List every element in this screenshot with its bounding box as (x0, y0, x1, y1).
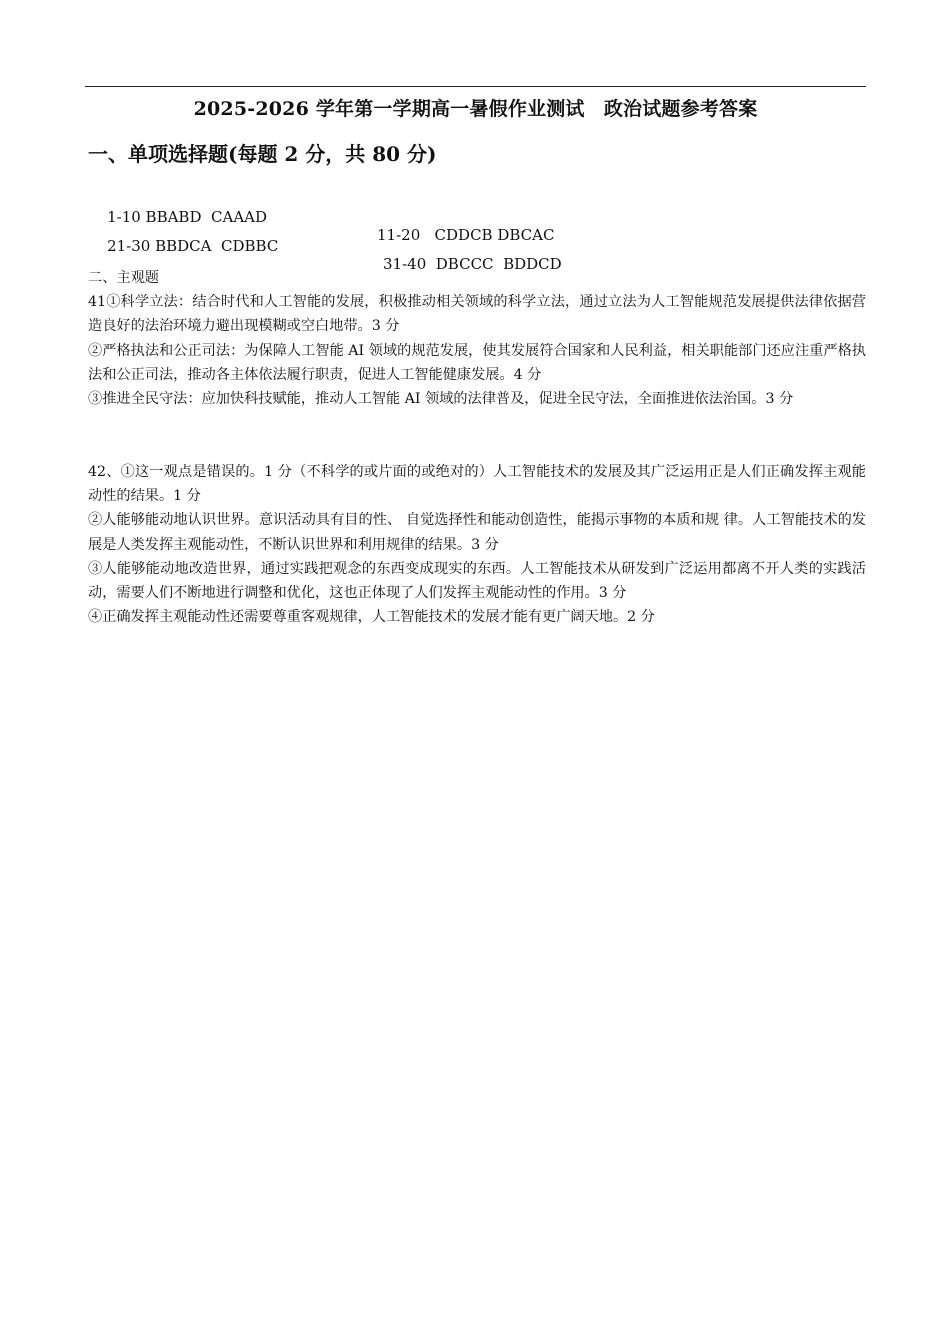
q41-point-3: ③推进全民守法：应加快科技赋能，推动人工智能 AI 领域的法律普及，促进全民守法，全面推进依法治国。3 分 (88, 391, 794, 408)
q42-answer (88, 460, 866, 629)
section-two-heading: 二、主观题 (88, 270, 159, 286)
q42-point-4: ④正确发挥主观能动性还需要尊重客观规律，人工智能技术的发展才能有更广阔天地。2 分 (88, 609, 655, 626)
q42-point-1: 42、①这一观点是错误的。1 分（不科学的或片面的或绝对的）人工智能技术的发展及其广泛运用正是人们正确发挥主观能动性的结果。1 分 (88, 464, 866, 505)
q41-point-2: ②严格执法和公正司法：为保障人工智能 AI 领域的规范发展，使其发展符合国家和人民利益，相关职能部门还应注重严格执法和公正司法，推动各主体依法履行职责，促进人工智能健康发展。4 分 (88, 342, 866, 383)
answer-range-11-20: 11-20 CDDCB DBCAC (377, 226, 555, 244)
section-two (88, 266, 866, 411)
q42-point-2: ②人能够能动地认识世界。意识活动具有目的性、 自觉选择性和能动创造性，能揭示事物的本质和规 律。人工智能技术的发展是人类发挥主观能动性，不断认识世界和利用规律的结果。3 分 (88, 512, 866, 553)
document-title: 2025-2026 学年第一学期高一暑假作业测试 政治试题参考答案 (193, 98, 758, 120)
answer-range-21-30: 21-30 BBDCA CDBBC (107, 237, 279, 255)
answer-range-31-40: 31-40 DBCCC BDDCD (383, 255, 562, 273)
q41-point-1: 41①科学立法：结合时代和人工智能的发展，积极推动相关领域的科学立法，通过立法为人工智能规范发展提供法律依据营造良好的法治环境力避出现模糊或空白地带。3 分 (88, 294, 866, 335)
section-one-heading: 一、单项选择题(每题 2 分，共 80 分) (88, 142, 437, 166)
q42-point-3: ③人能够能动地改造世界，通过实践把观念的东西变成现实的东西。人工智能技术从研发到广泛运用都离不开人类的实践活动，需要人们不断地进行调整和优化，这也正体现了人们发挥主观能动性的作用。3 分 (88, 560, 866, 602)
answer-range-1-10: 1-10 BBABD CAAAD (107, 208, 268, 226)
header-rule (85, 86, 866, 87)
